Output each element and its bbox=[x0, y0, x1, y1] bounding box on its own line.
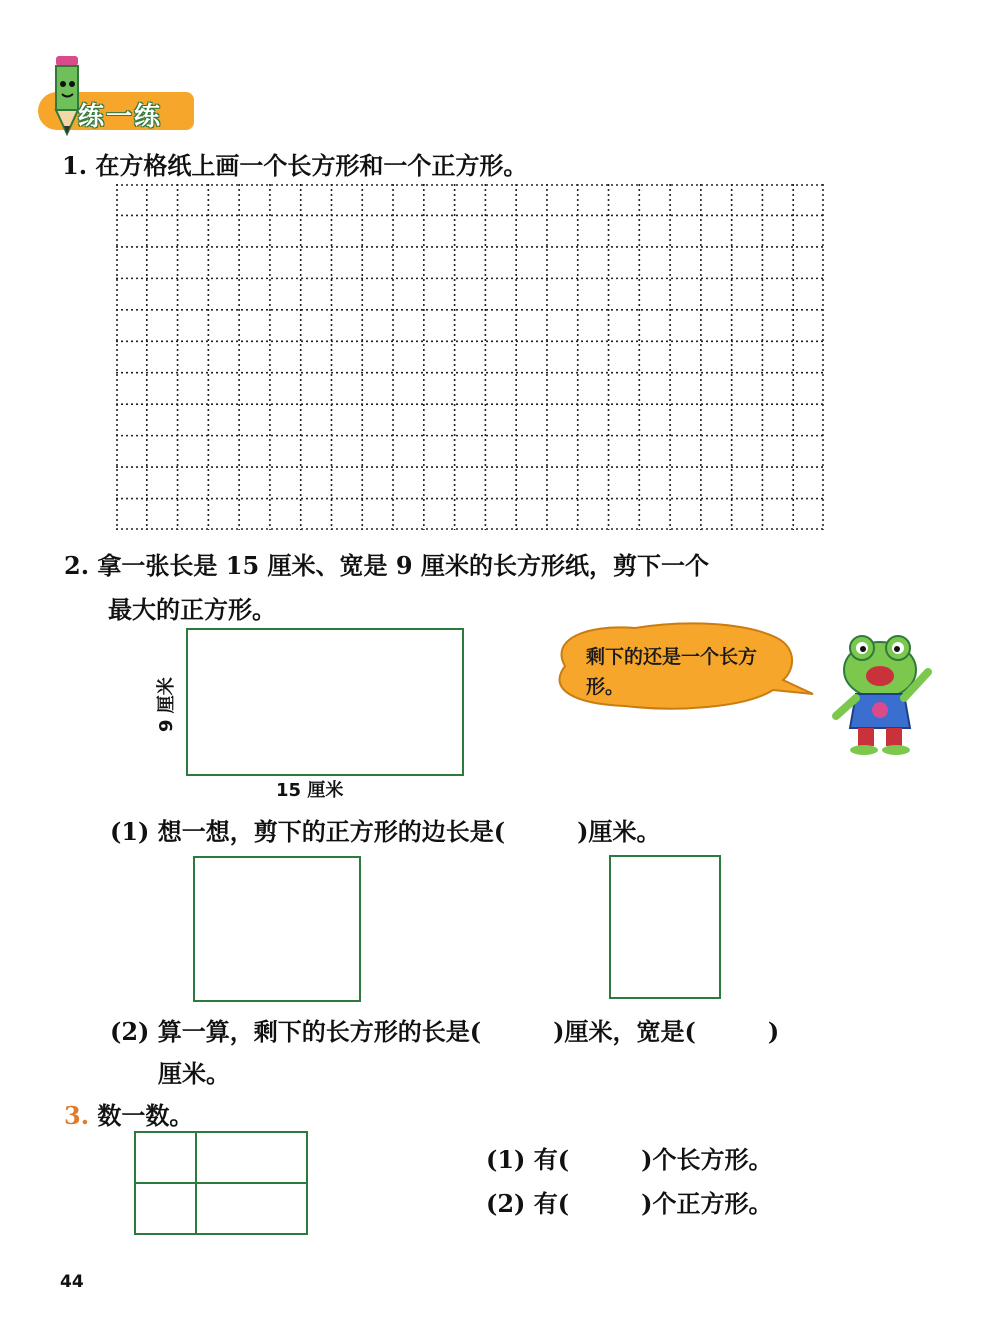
q2-prompt-line1 bbox=[64, 546, 709, 581]
dotted-grid-paper[interactable] bbox=[116, 184, 824, 530]
q2-sub2-line1: (2) 算一算，剩下的长方形的长是( )厘米，宽是( ) bbox=[110, 1017, 780, 1046]
q3-sub1: (1) 有( )个长方形。 bbox=[486, 1145, 773, 1174]
bubble-text: 剩下的还是一个长方形。 bbox=[586, 646, 758, 698]
rectangle-height-label: 9 厘米 bbox=[156, 677, 177, 732]
q2-text-line2: 最大的正方形。 bbox=[108, 595, 276, 624]
rectangle-width-label: 15 厘米 bbox=[276, 780, 344, 801]
q2-sub1: (1) 想一想，剪下的正方形的边长是( )厘米。 bbox=[110, 817, 661, 846]
page-number: 44 bbox=[60, 1272, 84, 1292]
q3-number: 3. bbox=[64, 1101, 90, 1130]
q1-text: 在方格纸上画一个长方形和一个正方形。 bbox=[95, 151, 528, 180]
remaining-rectangle bbox=[609, 855, 721, 999]
paper-rectangle bbox=[186, 628, 464, 776]
frog-mascot-icon bbox=[828, 632, 932, 756]
q1-prompt bbox=[62, 146, 527, 181]
q2-sub2-line2: 厘米。 bbox=[158, 1059, 230, 1088]
section-title: 练一练 bbox=[78, 102, 163, 132]
cut-square bbox=[193, 856, 361, 1002]
q1-number: 1. bbox=[62, 151, 88, 180]
q3-prompt bbox=[64, 1096, 193, 1131]
q2-text-line1: 拿一张长是 15 厘米、宽是 9 厘米的长方形纸，剪下一个 bbox=[97, 551, 709, 580]
q3-text: 数一数。 bbox=[97, 1101, 194, 1130]
counting-figure bbox=[134, 1131, 308, 1235]
q2-number: 2. bbox=[64, 551, 90, 580]
q3-sub2: (2) 有( )个正方形。 bbox=[486, 1189, 773, 1218]
